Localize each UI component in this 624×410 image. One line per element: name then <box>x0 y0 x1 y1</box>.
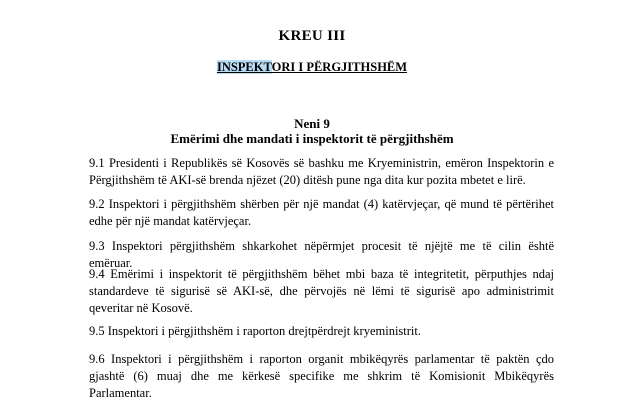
paragraph-9-3: 9.3 Inspektori përgjithshëm shkarkohet nëpërmjet procesit të njëjtë me të cilin është emëruar. <box>89 239 554 270</box>
paragraph-9-2: 9.2 Inspektori i përgjithshëm shërben për një mandat (4) katërvjeçar, që mund të përtërihet edhe për një mandat katërvjeçar. <box>89 197 554 228</box>
article-title: Emërimi dhe mandati i inspektorit të përgjithshëm <box>170 131 454 146</box>
paragraph-9-1: 9.1 Presidenti i Republikës së Kosovës së bashku me Kryeministrin, emëron Inspektorin e Përgjithshëm të AKI-së brenda njëzet (20) ditësh pune nga dita kur pozita mbetet e lirë. <box>89 156 554 187</box>
paragraph-9-6: 9.6 Inspektori i përgjithshëm i raporton organit mbikëqyrës parlamentar të paktën çdo gjashtë (6) muaj dhe me kërkesë specifike me shkrim të Komisionit Mbikëqyrës Parlamentar. <box>89 352 554 400</box>
section-title <box>0 60 624 75</box>
section-title-rest: ORI I PËRGJITHSHËM <box>271 60 408 74</box>
section-title-highlight: INSPEKT <box>216 60 272 74</box>
paragraph-9-5: 9.5 Inspektori i përgjithshëm i raporton drejtpërdrejt kryeministrit. <box>89 324 421 338</box>
article-number: Neni 9 <box>294 116 330 131</box>
chapter-title: KREU III <box>278 28 346 44</box>
paragraph-9-4: 9.4 Emërimi i inspektorit të përgjithshëm bëhet mbi baza të integritetit, përputhjes ndaj standardeve të sigurisë së AKI-së, dhe përvojës në lëmi të sigurisë apo administrimit qeveritar në Kosovë. <box>89 267 554 315</box>
